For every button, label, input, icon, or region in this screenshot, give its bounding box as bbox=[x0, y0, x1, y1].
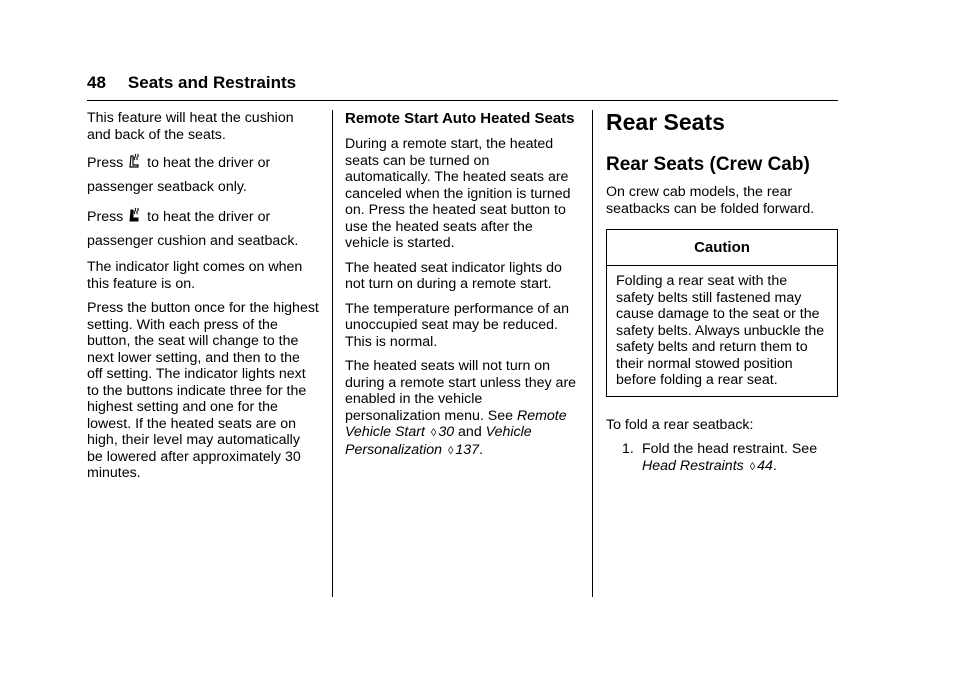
step-text: Fold the head restraint. See Head Restraints ◊ 44. bbox=[642, 441, 818, 474]
caution-body: Folding a rear seat with the safety belts still fastened may cause damage to the seat or the safety belts. Always unbuckle the safety belts and return them to their normal stowed position before folding a rear seat. bbox=[616, 273, 825, 388]
paragraph-press-cushion: Press to heat the driver or passenger cushion and seatback. bbox=[87, 209, 299, 249]
cross-reference-link[interactable]: Remote Vehicle Start bbox=[345, 407, 567, 440]
section-title: Seats and Restraints bbox=[127, 73, 297, 92]
heated-cushion-seatback-icon bbox=[127, 207, 141, 223]
paragraph-press-seatback: Press to heat the driver or passenger seatback only. bbox=[87, 155, 271, 195]
paragraph: During a remote start, the heated seats can be turned on automatically. The heated seats are canceled when the ignition is turned on. Press the heated seat button to use the heated seats after the vehicle is started. bbox=[345, 136, 571, 251]
column-heated-seats bbox=[87, 110, 319, 490]
subsection-heading: Rear Seats (Crew Cab) bbox=[606, 154, 810, 175]
page-reference-icon: ◊ bbox=[447, 444, 454, 457]
list-item bbox=[606, 441, 838, 475]
column-divider bbox=[332, 110, 333, 597]
paragraph: The indicator light comes on when this feature is on. bbox=[87, 259, 303, 292]
page-number: 48 bbox=[87, 73, 106, 92]
section-heading: Rear Seats bbox=[606, 109, 725, 135]
page-reference-icon: ◊ bbox=[430, 427, 437, 439]
paragraph-with-references: The heated seats will not turn on during a remote start unless they are enabled in the vehicle personalization menu. See Remote Vehicle Start ◊ 30 and Vehicle Personalization ◊ 137. bbox=[345, 358, 577, 458]
paragraph: This feature will heat the cushion and back of the seats. bbox=[87, 110, 294, 143]
step-number: 1. bbox=[622, 441, 634, 457]
caution-title: Caution bbox=[607, 230, 837, 266]
cross-reference-link[interactable]: Head Restraints bbox=[642, 457, 744, 474]
paragraph: The heated seat indicator lights do not turn on during a remote start. bbox=[345, 259, 562, 292]
paragraph: Press the button once for the highest setting. With each press of the button, the seat will change to the next lower setting, and then to the off setting. The indicator lights next to the buttons indicate three for the highest setting and one for the lowest. If the heated seats are on high, their level may automatically be lowered after approximately 30 minutes. bbox=[87, 300, 319, 481]
page-header bbox=[87, 73, 838, 101]
column-rear-seats bbox=[606, 110, 838, 475]
subheading: Remote Start Auto Heated Seats bbox=[345, 110, 575, 127]
paragraph: To fold a rear seatback: bbox=[606, 416, 754, 433]
column-divider bbox=[592, 110, 593, 597]
page-reference-number[interactable]: 44 bbox=[757, 457, 773, 474]
paragraph: On crew cab models, the rear seatbacks can be folded forward. bbox=[606, 184, 815, 217]
page-reference-icon: ◊ bbox=[749, 460, 756, 473]
cross-reference-link[interactable]: Vehicle Personalization bbox=[345, 424, 532, 458]
page-reference-number[interactable]: 30 bbox=[438, 424, 455, 440]
column-remote-start bbox=[345, 110, 577, 467]
paragraph: The temperature performance of an unoccupied seat may be reduced. This is normal. bbox=[345, 300, 569, 350]
caution-box bbox=[606, 229, 838, 397]
page-reference-number[interactable]: 137 bbox=[455, 441, 480, 458]
heated-seatback-icon bbox=[127, 153, 141, 169]
